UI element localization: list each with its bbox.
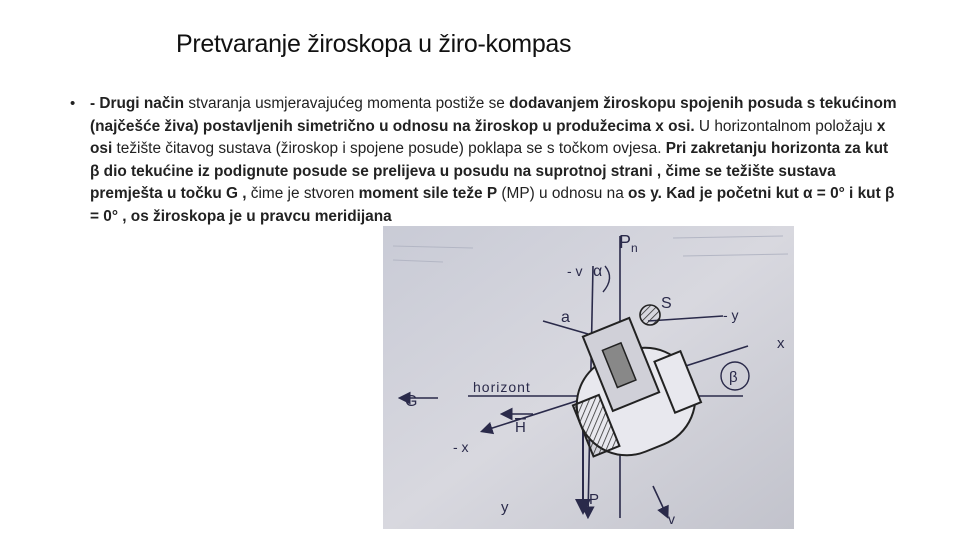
paragraph-run: x osi [90,117,886,158]
s-point-disc [640,305,660,325]
label-h: H [515,419,526,436]
slide-title: Pretvaranje žiroskopa u žiro-kompas [176,30,572,58]
paragraph-run: U horizontalnom položaju [694,117,877,135]
paragraph-run: težište čitavog sustava (žiroskop i spojene posude) poklapa se s točkom ovjesa. [112,140,666,158]
paragraph-run: dodavanjem žiroskopu spojenih posuda s tekućinom (najčešće živa) postavljenih simetrično u odnosu na žiroskop u produžecima x osi. [90,95,897,135]
label-a: a [561,309,570,326]
bullet-marker: • [70,95,76,112]
label-s: S [661,295,672,312]
bullet-item [70,93,900,244]
paragraph-run: os y. Kad je početni kut α = 0° i kut β = 0° , os žiroskopa je u pravcu meridijana [90,185,895,225]
label-alpha: α [593,263,603,280]
body-paragraph [90,93,900,229]
label-pn: $P_n$ [619,232,638,255]
paragraph-run: moment sile teže P [358,185,498,203]
label-x: x [777,335,785,352]
gyrocompass-diagram-photo [383,226,794,529]
label-beta: β [729,369,738,386]
label-y: y [501,499,509,516]
label-minus-y: - y [723,307,739,323]
label-minus-v: - v [567,263,583,279]
label-g: G [405,393,418,410]
label-minus-x: - x [453,439,469,455]
label-horizont: horizont [473,379,531,395]
paragraph-run: (MP) u odnosu na [497,185,629,203]
paragraph-run: čime je stvoren [246,185,359,203]
label-v: v [668,511,675,527]
label-p: P [589,491,600,508]
paragraph-run: - Drugi način [90,95,189,112]
paragraph-run: stvaranja usmjeravajućeg momenta postiže se [188,95,510,112]
paragraph-run: Pri zakretanju horizonta za kut β dio tekućine iz podignute posude se prelijeva u posudu na suprotnoj strani , čime se težište sustava premješta u točku G , [90,140,889,203]
